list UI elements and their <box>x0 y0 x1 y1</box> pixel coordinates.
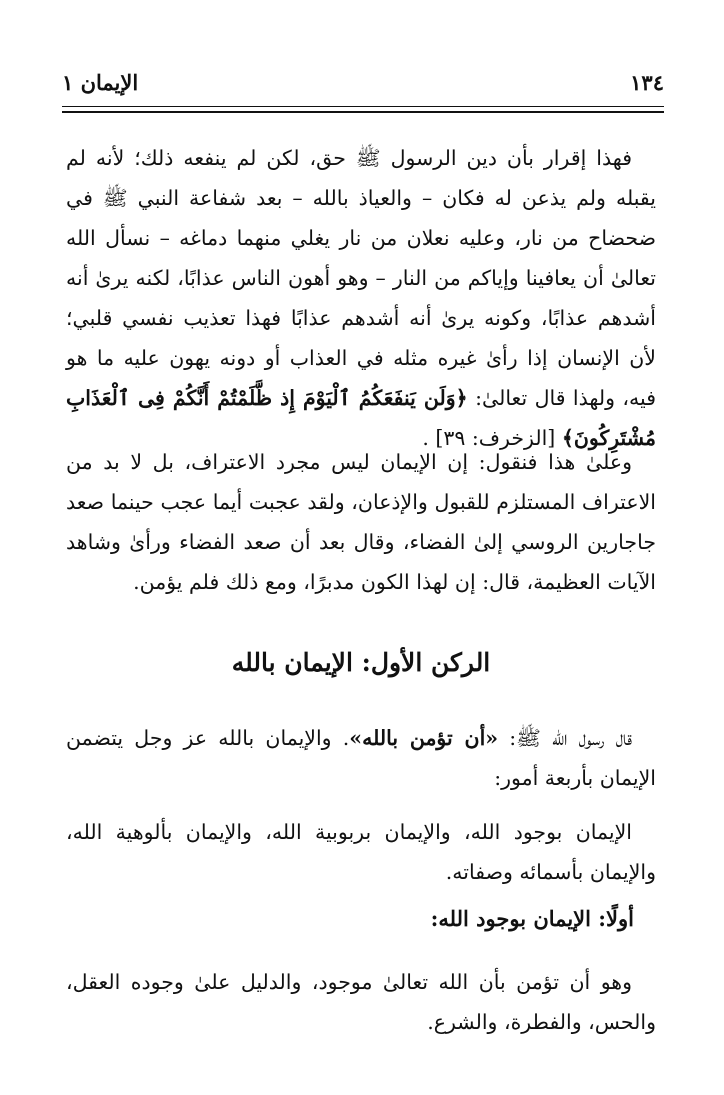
hadith-text: «أن تؤمن بالله» <box>349 726 499 750</box>
header-rule-thick <box>62 111 664 113</box>
paragraph-hadith-commentary <box>66 138 656 458</box>
paragraph-5-body: وهو أن تؤمن بأن الله تعالىٰ موجود، والدليل علىٰ وجوده العقل، والحس، والفطرة، والشرع. <box>66 970 656 1034</box>
paragraph-3-intro: قال رسول الله ﷺ: <box>498 726 633 750</box>
subheading: أولًا: الإيمان بوجود الله: <box>430 906 634 931</box>
paragraph-1-body: فهذا إقرار بأن دين الرسول ﷺ حق، لكن لم ينفعه ذلك؛ لأنه لم يقبله ولم يذعن له فكان – والعياذ بالله – بعد شفاعة النبي ﷺ في ضحضاح من نار، وعليه نعلان من نار يغلي منهما دماغه – نسأل الله تعالىٰ أن يعافينا وإياكم من النار – وهو أهون الناس عذابًا، لكنه يرىٰ أنه أشدهم عذابًا، وكونه يرىٰ أنه أشدهم عذابًا فهذا تعذيب نفسي قلبي؛ لأن الإنسان إذا رأىٰ غيره مثله في العذاب أو دونه يهون عليه ما هو فيه، ولهذا قال تعالىٰ: <box>66 146 657 410</box>
paragraph-iman-definition <box>66 442 656 602</box>
quran-citation: [الزخرف: ٣٩] . <box>422 426 562 450</box>
running-header <box>62 66 664 98</box>
paragraph-existence <box>66 962 656 1042</box>
paragraph-four-matters <box>66 812 656 892</box>
quran-verse: ﴿وَلَن يَنفَعَكُمُ ٱلْيَوْمَ إِذ ظَّلَمْتُمْ أَنَّكُمْ فِى ٱلْعَذَابِ مُشْتَرِكُونَ﴾ <box>66 386 656 450</box>
paragraph-2-body: وعلىٰ هذا فنقول: إن الإيمان ليس مجرد الاعتراف، بل لا بد من الاعتراف المستلزم للقبول والإذعان، ولقد عجبت أيما عجب حينما صعد جاجارين الروسي إلىٰ الفضاء، وقال بعد أن صعد الفضاء ورأىٰ وشاهد الآيات العظيمة، قال: إن لهذا الكون مدبرًا، ومع ذلك فلم يؤمن. <box>66 450 656 594</box>
section-title: الركن الأول: الإيمان بالله <box>231 648 491 677</box>
page-number: ١٣٤ <box>630 69 664 95</box>
paragraph-4-body: الإيمان بوجود الله، والإيمان بربوبية الله، والإيمان بألوهية الله، والإيمان بأسمائه وصفاته. <box>66 820 656 884</box>
paragraph-3-rest: . والإيمان بالله عز وجل يتضمن الإيمان بأربعة أمور: <box>66 726 656 790</box>
paragraph-hadith-quote <box>66 718 656 798</box>
header-rule-thin <box>62 106 664 107</box>
book-title: الإيمان ١ <box>62 69 139 95</box>
